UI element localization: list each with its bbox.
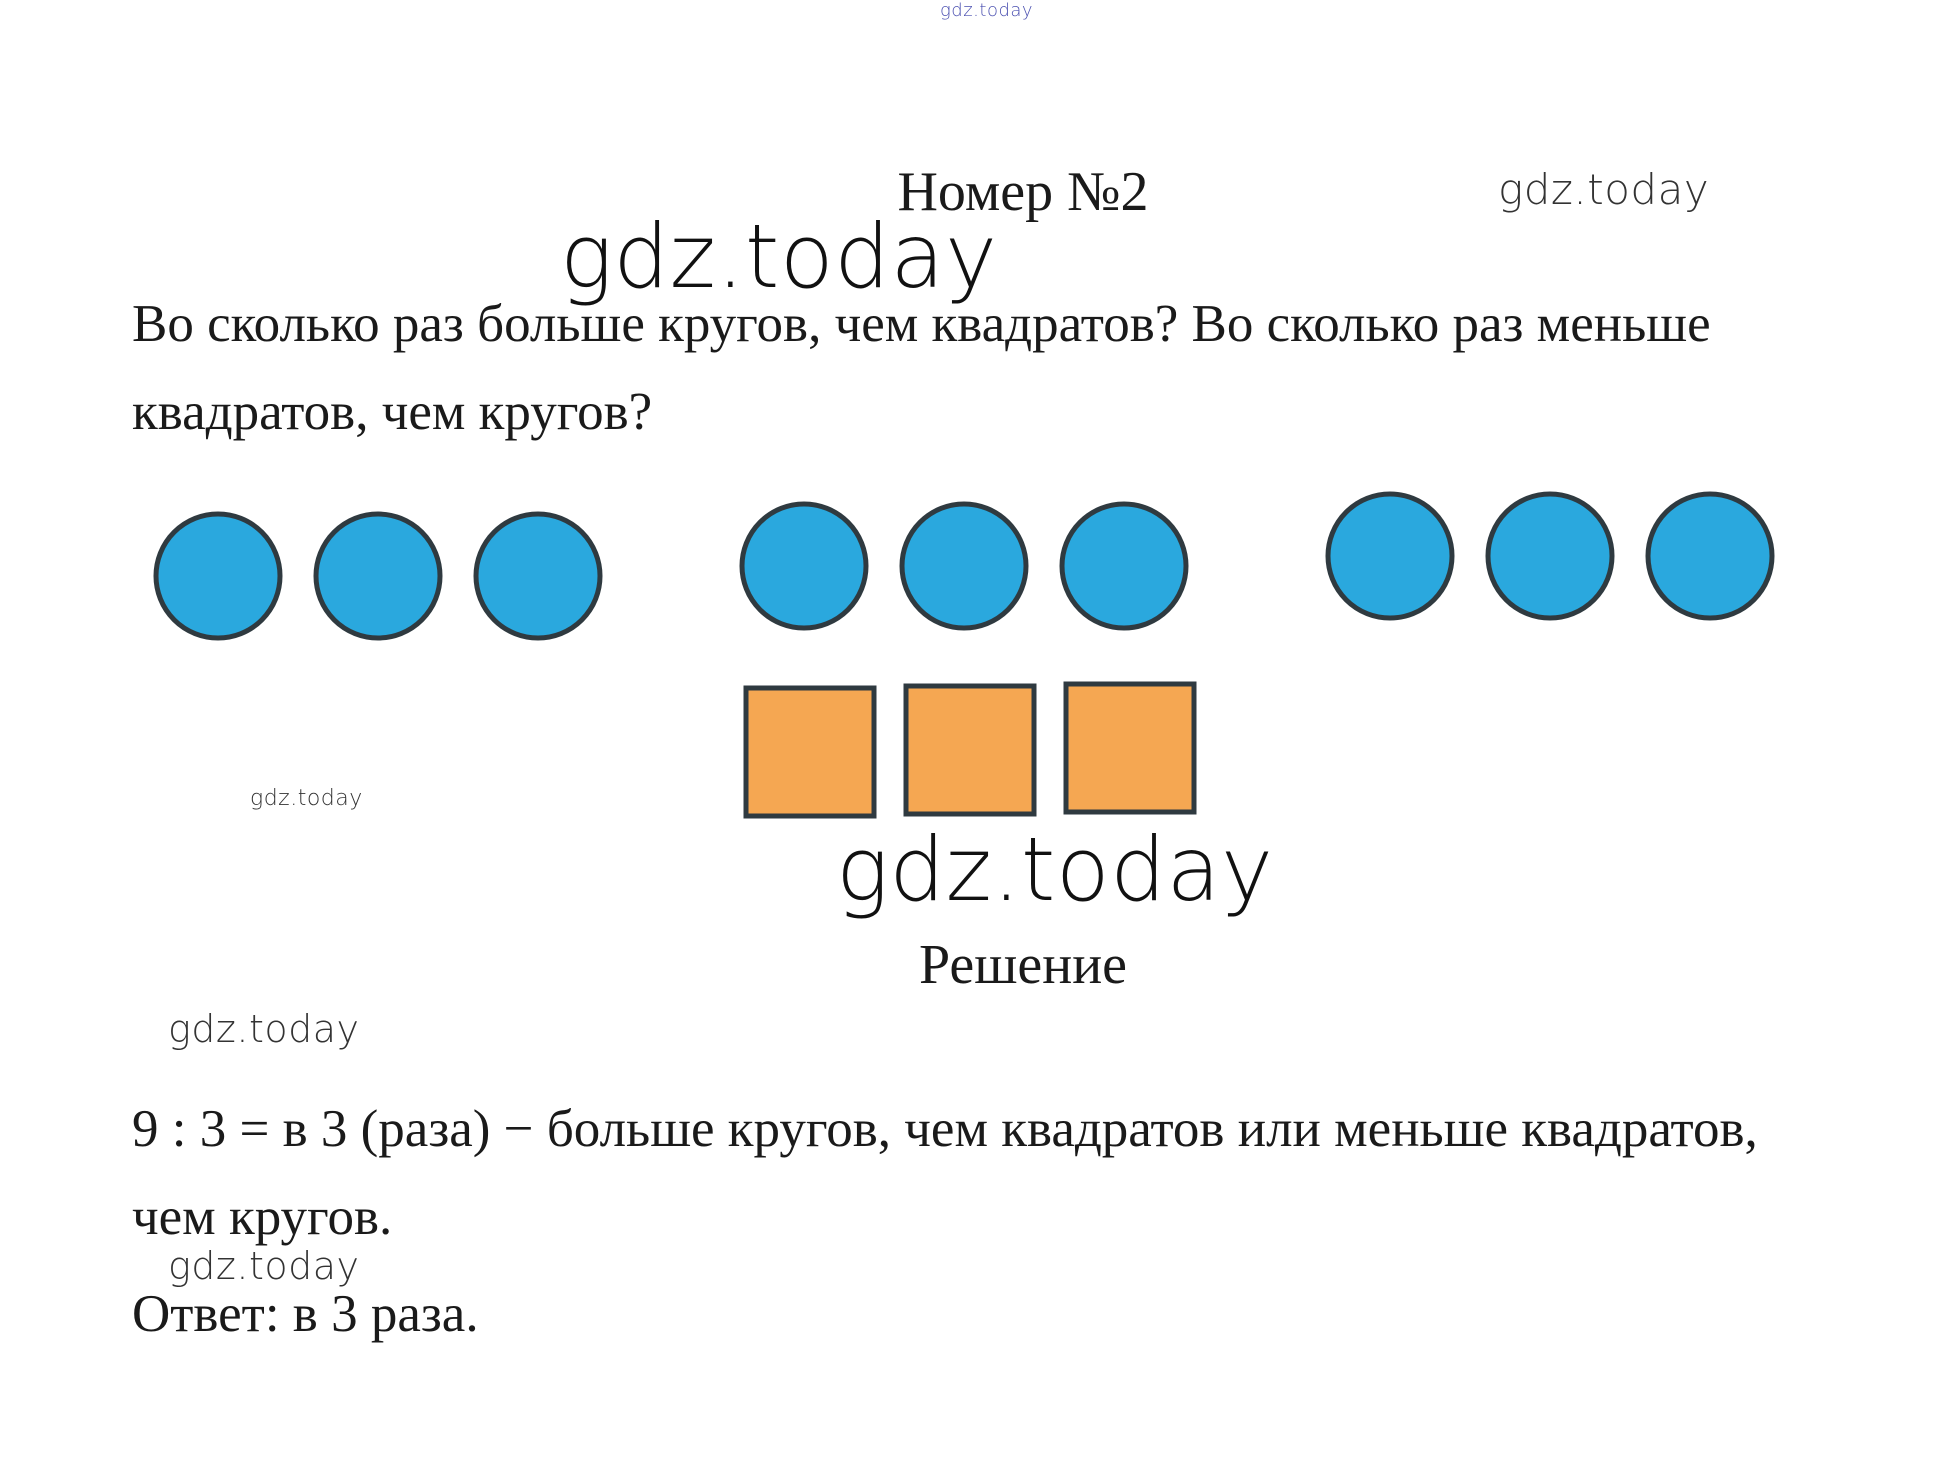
watermark-left-mid: gdz.today	[168, 1007, 360, 1051]
watermark-right: gdz.today	[1498, 165, 1710, 214]
blue-circle	[316, 514, 440, 638]
circles-group	[156, 494, 1772, 638]
blue-circle	[156, 514, 280, 638]
solution-text: 9 : 3 = в 3 (раза) − больше кругов, чем квадратов или меньше квадратов, чем кругов.	[132, 1100, 1758, 1246]
blue-circle	[1648, 494, 1772, 618]
blue-circle	[476, 514, 600, 638]
blue-circle	[742, 504, 866, 628]
watermark-top: gdz.today	[940, 0, 1034, 21]
squares-group	[746, 684, 1194, 816]
blue-circle	[1488, 494, 1612, 618]
watermark-left-bottom: gdz.today	[168, 1244, 360, 1288]
orange-square	[906, 686, 1034, 814]
watermark-large-lower: gdz.today	[836, 818, 1274, 921]
orange-square	[1066, 684, 1194, 812]
answer-text: Ответ: в 3 раза.	[132, 1285, 479, 1343]
blue-circle	[1062, 504, 1186, 628]
orange-square	[746, 688, 874, 816]
task-question: Во сколько раз больше кругов, чем квадратов? Во сколько раз меньше квадратов, чем кругов?	[132, 295, 1711, 441]
blue-circle	[902, 504, 1026, 628]
watermark-large-upper: gdz.today	[560, 205, 998, 308]
watermark-left-small: gdz.today	[250, 786, 363, 811]
page-title: Номер №2	[897, 161, 1149, 223]
solution-title: Решение	[918, 934, 1128, 996]
blue-circle	[1328, 494, 1452, 618]
